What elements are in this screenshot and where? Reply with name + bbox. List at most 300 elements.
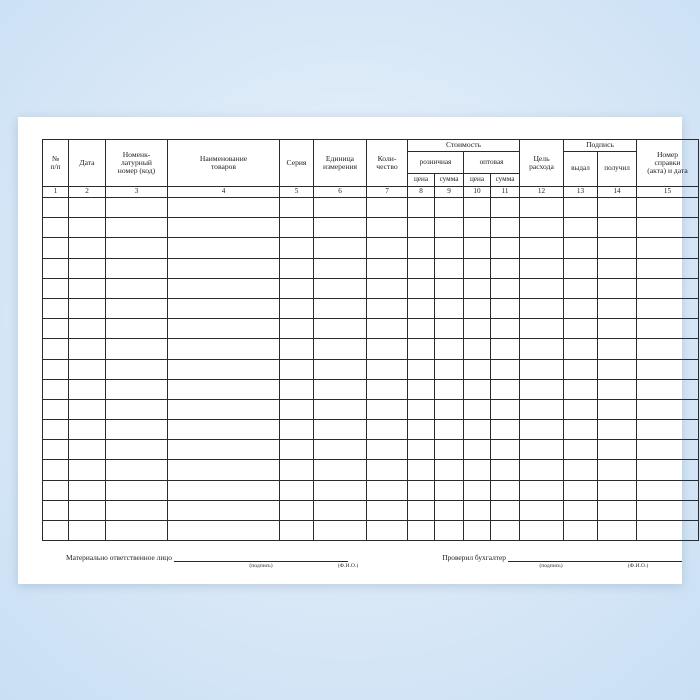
- table-cell-nomenclature[interactable]: [106, 500, 168, 520]
- table-cell-retail_price[interactable]: [408, 460, 435, 480]
- table-cell-purpose[interactable]: [520, 298, 564, 318]
- table-cell-sign_issued[interactable]: [564, 480, 598, 500]
- table-cell-sign_received[interactable]: [598, 521, 637, 541]
- table-cell-retail_price[interactable]: [408, 198, 435, 218]
- table-cell-wholesale_price[interactable]: [464, 399, 491, 419]
- table-row: [43, 258, 699, 278]
- col-header-unit-line2: измерения: [323, 162, 357, 171]
- table-cell-series[interactable]: [280, 521, 314, 541]
- table-cell-goods_name[interactable]: [168, 218, 280, 238]
- table-cell-sign_received[interactable]: [598, 278, 637, 298]
- table-cell-quantity[interactable]: [367, 460, 408, 480]
- col-number-11: 11: [491, 187, 520, 198]
- table-cell-reference_number[interactable]: [637, 258, 699, 278]
- table-cell-wholesale_sum[interactable]: [491, 319, 520, 339]
- col-header-sign-received: получил: [598, 152, 637, 187]
- table-cell-np[interactable]: [43, 379, 69, 399]
- table-cell-unit[interactable]: [314, 258, 367, 278]
- table-cell-quantity[interactable]: [367, 420, 408, 440]
- table-cell-np[interactable]: [43, 480, 69, 500]
- table-cell-reference_number[interactable]: [637, 440, 699, 460]
- table-cell-goods_name[interactable]: [168, 258, 280, 278]
- table-cell-wholesale_price[interactable]: [464, 359, 491, 379]
- col-number-8: 8: [408, 187, 435, 198]
- table-cell-date[interactable]: [69, 521, 106, 541]
- table-cell-sign_received[interactable]: [598, 198, 637, 218]
- journal-table: [42, 139, 699, 541]
- col-header-nomenclature-line1: Номенк-: [122, 149, 151, 159]
- table-cell-quantity[interactable]: [367, 198, 408, 218]
- table-cell-series[interactable]: [280, 480, 314, 500]
- table-cell-unit[interactable]: [314, 460, 367, 480]
- table-cell-retail_sum[interactable]: [435, 500, 464, 520]
- table-cell-retail_sum[interactable]: [435, 379, 464, 399]
- table-cell-purpose[interactable]: [520, 238, 564, 258]
- table-cell-wholesale_price[interactable]: [464, 500, 491, 520]
- table-cell-sign_issued[interactable]: [564, 198, 598, 218]
- header-row-top: [43, 140, 699, 152]
- table-cell-nomenclature[interactable]: [106, 339, 168, 359]
- table-cell-sign_issued[interactable]: [564, 399, 598, 419]
- table-cell-wholesale_sum[interactable]: [491, 198, 520, 218]
- table-cell-reference_number[interactable]: [637, 339, 699, 359]
- col-header-nomenclature-line3: номер (код): [117, 166, 156, 176]
- table-cell-wholesale_sum[interactable]: [491, 278, 520, 298]
- table-cell-wholesale_price[interactable]: [464, 298, 491, 318]
- table-cell-unit[interactable]: [314, 238, 367, 258]
- table-cell-retail_sum[interactable]: [435, 298, 464, 318]
- table-cell-retail_sum[interactable]: [435, 339, 464, 359]
- table-cell-goods_name[interactable]: [168, 500, 280, 520]
- table-cell-date[interactable]: [69, 500, 106, 520]
- table-row: [43, 420, 699, 440]
- table-cell-sign_issued[interactable]: [564, 218, 598, 238]
- table-row: [43, 440, 699, 460]
- table-cell-series[interactable]: [280, 359, 314, 379]
- table-cell-retail_sum[interactable]: [435, 319, 464, 339]
- table-cell-series[interactable]: [280, 460, 314, 480]
- table-cell-np[interactable]: [43, 420, 69, 440]
- table-cell-unit[interactable]: [314, 379, 367, 399]
- table-cell-retail_sum[interactable]: [435, 460, 464, 480]
- table-cell-wholesale_price[interactable]: [464, 460, 491, 480]
- table-cell-retail_sum[interactable]: [435, 480, 464, 500]
- table-cell-unit[interactable]: [314, 359, 367, 379]
- table-cell-sign_issued[interactable]: [564, 339, 598, 359]
- table-cell-unit[interactable]: [314, 298, 367, 318]
- table-cell-purpose[interactable]: [520, 278, 564, 298]
- table-cell-wholesale_price[interactable]: [464, 258, 491, 278]
- table-cell-wholesale_sum[interactable]: [491, 440, 520, 460]
- table-cell-quantity[interactable]: [367, 319, 408, 339]
- table-cell-retail_sum[interactable]: [435, 198, 464, 218]
- table-cell-unit[interactable]: [314, 198, 367, 218]
- table-cell-goods_name[interactable]: [168, 298, 280, 318]
- table-cell-sign_issued[interactable]: [564, 379, 598, 399]
- table-cell-retail_sum[interactable]: [435, 521, 464, 541]
- table-cell-goods_name[interactable]: [168, 339, 280, 359]
- table-cell-nomenclature[interactable]: [106, 440, 168, 460]
- table-cell-unit[interactable]: [314, 480, 367, 500]
- col-header-goods-name-line1: Наименование: [199, 153, 248, 163]
- table-cell-quantity[interactable]: [367, 480, 408, 500]
- table-cell-wholesale_sum[interactable]: [491, 480, 520, 500]
- table-cell-date[interactable]: [69, 399, 106, 419]
- table-cell-retail_price[interactable]: [408, 319, 435, 339]
- table-cell-date[interactable]: [69, 319, 106, 339]
- subgroup-header-retail: розничная: [408, 152, 464, 174]
- col-header-quantity-line1: Коли-: [377, 153, 397, 163]
- table-cell-series[interactable]: [280, 298, 314, 318]
- table-cell-np[interactable]: [43, 298, 69, 318]
- table-cell-sign_issued[interactable]: [564, 420, 598, 440]
- table-cell-reference_number[interactable]: [637, 278, 699, 298]
- table-cell-series[interactable]: [280, 420, 314, 440]
- footer-captions-gap: [392, 563, 414, 569]
- table-cell-series[interactable]: [280, 278, 314, 298]
- table-cell-reference_number[interactable]: [637, 480, 699, 500]
- table-cell-retail_price[interactable]: [408, 521, 435, 541]
- table-cell-retail_price[interactable]: [408, 258, 435, 278]
- table-cell-retail_sum[interactable]: [435, 238, 464, 258]
- table-cell-sign_received[interactable]: [598, 218, 637, 238]
- table-row: [43, 198, 699, 218]
- table-cell-series[interactable]: [280, 198, 314, 218]
- table-cell-sign_received[interactable]: [598, 399, 637, 419]
- table-cell-series[interactable]: [280, 238, 314, 258]
- table-cell-series[interactable]: [280, 319, 314, 339]
- table-cell-wholesale_price[interactable]: [464, 319, 491, 339]
- table-cell-np[interactable]: [43, 359, 69, 379]
- table-cell-sign_received[interactable]: [598, 319, 637, 339]
- table-cell-np[interactable]: [43, 521, 69, 541]
- table-cell-np[interactable]: [43, 278, 69, 298]
- table-cell-np[interactable]: [43, 440, 69, 460]
- table-cell-unit[interactable]: [314, 500, 367, 520]
- table-cell-np[interactable]: [43, 500, 69, 520]
- table-cell-wholesale_price[interactable]: [464, 521, 491, 541]
- col-header-goods-name-line2: товаров: [210, 162, 237, 171]
- table-cell-nomenclature[interactable]: [106, 359, 168, 379]
- table-cell-reference_number[interactable]: [637, 359, 699, 379]
- col-header-nomenclature-line2: латурный: [120, 157, 152, 167]
- table-cell-reference_number[interactable]: [637, 298, 699, 318]
- table-cell-sign_received[interactable]: [598, 500, 637, 520]
- table-cell-quantity[interactable]: [367, 399, 408, 419]
- table-cell-reference_number[interactable]: [637, 238, 699, 258]
- table-cell-nomenclature[interactable]: [106, 521, 168, 541]
- table-cell-np[interactable]: [43, 319, 69, 339]
- table-cell-nomenclature[interactable]: [106, 480, 168, 500]
- table-cell-unit[interactable]: [314, 319, 367, 339]
- table-cell-goods_name[interactable]: [168, 198, 280, 218]
- table-cell-reference_number[interactable]: [637, 500, 699, 520]
- table-row: [43, 500, 699, 520]
- table-cell-wholesale_sum[interactable]: [491, 218, 520, 238]
- table-cell-goods_name[interactable]: [168, 460, 280, 480]
- table-cell-purpose[interactable]: [520, 319, 564, 339]
- col-number-15: 15: [637, 187, 699, 198]
- table-cell-sign_received[interactable]: [598, 258, 637, 278]
- table-cell-goods_name[interactable]: [168, 359, 280, 379]
- table-cell-wholesale_sum[interactable]: [491, 258, 520, 278]
- table-cell-unit[interactable]: [314, 399, 367, 419]
- table-cell-quantity[interactable]: [367, 500, 408, 520]
- footer-signature-row: [66, 553, 682, 562]
- table-cell-nomenclature[interactable]: [106, 379, 168, 399]
- table-cell-sign_received[interactable]: [598, 238, 637, 258]
- table-cell-series[interactable]: [280, 399, 314, 419]
- table-cell-wholesale_price[interactable]: [464, 218, 491, 238]
- table-cell-wholesale_price[interactable]: [464, 420, 491, 440]
- table-cell-goods_name[interactable]: [168, 480, 280, 500]
- table-cell-wholesale_sum[interactable]: [491, 238, 520, 258]
- footer-captions-row: [66, 563, 682, 569]
- table-cell-series[interactable]: [280, 379, 314, 399]
- table-cell-purpose[interactable]: [520, 359, 564, 379]
- table-cell-retail_price[interactable]: [408, 359, 435, 379]
- table-cell-wholesale_price[interactable]: [464, 238, 491, 258]
- table-cell-wholesale_price[interactable]: [464, 480, 491, 500]
- responsible-signature-line[interactable]: [174, 553, 260, 562]
- table-cell-wholesale_price[interactable]: [464, 198, 491, 218]
- table-row: [43, 521, 699, 541]
- table-cell-retail_sum[interactable]: [435, 420, 464, 440]
- table-cell-wholesale_price[interactable]: [464, 379, 491, 399]
- table-cell-unit[interactable]: [314, 420, 367, 440]
- table-cell-sign_issued[interactable]: [564, 238, 598, 258]
- table-cell-retail_sum[interactable]: [435, 258, 464, 278]
- table-cell-goods_name[interactable]: [168, 238, 280, 258]
- table-cell-sign_received[interactable]: [598, 460, 637, 480]
- table-cell-purpose[interactable]: [520, 521, 564, 541]
- table-cell-reference_number[interactable]: [637, 521, 699, 541]
- col-header-purpose-line1: Цель: [533, 153, 550, 163]
- table-cell-date[interactable]: [69, 258, 106, 278]
- table-cell-retail_sum[interactable]: [435, 440, 464, 460]
- table-cell-reference_number[interactable]: [637, 198, 699, 218]
- table-cell-np[interactable]: [43, 198, 69, 218]
- col-header-nomenclature: [106, 140, 168, 187]
- table-cell-np[interactable]: [43, 339, 69, 359]
- table-cell-wholesale_price[interactable]: [464, 278, 491, 298]
- table-cell-retail_price[interactable]: [408, 298, 435, 318]
- accountant-fio-line[interactable]: [594, 553, 682, 562]
- table-cell-quantity[interactable]: [367, 278, 408, 298]
- table-cell-date[interactable]: [69, 339, 106, 359]
- table-cell-purpose[interactable]: [520, 440, 564, 460]
- table-cell-retail_price[interactable]: [408, 420, 435, 440]
- table-row: [43, 278, 699, 298]
- table-cell-nomenclature[interactable]: [106, 198, 168, 218]
- table-cell-goods_name[interactable]: [168, 319, 280, 339]
- table-cell-nomenclature[interactable]: [106, 258, 168, 278]
- table-cell-wholesale_sum[interactable]: [491, 298, 520, 318]
- table-cell-retail_price[interactable]: [408, 480, 435, 500]
- table-cell-series[interactable]: [280, 218, 314, 238]
- table-cell-purpose[interactable]: [520, 480, 564, 500]
- table-cell-series[interactable]: [280, 339, 314, 359]
- table-cell-purpose[interactable]: [520, 460, 564, 480]
- table-cell-date[interactable]: [69, 440, 106, 460]
- table-cell-nomenclature[interactable]: [106, 460, 168, 480]
- table-cell-retail_price[interactable]: [408, 218, 435, 238]
- table-row: [43, 238, 699, 258]
- table-cell-nomenclature[interactable]: [106, 399, 168, 419]
- table-cell-purpose[interactable]: [520, 420, 564, 440]
- table-cell-sign_received[interactable]: [598, 359, 637, 379]
- table-cell-reference_number[interactable]: [637, 319, 699, 339]
- table-cell-wholesale_sum[interactable]: [491, 339, 520, 359]
- table-cell-retail_sum[interactable]: [435, 399, 464, 419]
- table-cell-sign_issued[interactable]: [564, 258, 598, 278]
- table-cell-date[interactable]: [69, 238, 106, 258]
- table-cell-retail_price[interactable]: [408, 440, 435, 460]
- table-cell-purpose[interactable]: [520, 500, 564, 520]
- table-cell-sign_received[interactable]: [598, 480, 637, 500]
- column-number-row: [43, 187, 699, 198]
- table-cell-retail_sum[interactable]: [435, 359, 464, 379]
- table-row: [43, 298, 699, 318]
- table-cell-nomenclature[interactable]: [106, 278, 168, 298]
- table-cell-sign_issued[interactable]: [564, 319, 598, 339]
- table-cell-sign_issued[interactable]: [564, 521, 598, 541]
- col-header-reference-line1: Номер: [656, 149, 679, 159]
- table-cell-wholesale_sum[interactable]: [491, 420, 520, 440]
- table-cell-quantity[interactable]: [367, 379, 408, 399]
- col-number-2: 2: [69, 187, 106, 198]
- table-cell-sign_issued[interactable]: [564, 500, 598, 520]
- table-cell-nomenclature[interactable]: [106, 218, 168, 238]
- table-cell-retail_price[interactable]: [408, 399, 435, 419]
- table-cell-sign_issued[interactable]: [564, 298, 598, 318]
- table-cell-wholesale_sum[interactable]: [491, 399, 520, 419]
- table-cell-unit[interactable]: [314, 339, 367, 359]
- table-cell-wholesale_price[interactable]: [464, 339, 491, 359]
- table-cell-purpose[interactable]: [520, 198, 564, 218]
- table-cell-sign_received[interactable]: [598, 440, 637, 460]
- table-cell-sign_received[interactable]: [598, 420, 637, 440]
- table-cell-retail_price[interactable]: [408, 379, 435, 399]
- table-cell-wholesale_sum[interactable]: [491, 500, 520, 520]
- table-cell-series[interactable]: [280, 258, 314, 278]
- table-cell-retail_price[interactable]: [408, 339, 435, 359]
- table-cell-goods_name[interactable]: [168, 440, 280, 460]
- table-cell-goods_name[interactable]: [168, 278, 280, 298]
- table-cell-retail_price[interactable]: [408, 238, 435, 258]
- table-cell-date[interactable]: [69, 278, 106, 298]
- table-cell-sign_received[interactable]: [598, 379, 637, 399]
- table-cell-nomenclature[interactable]: [106, 319, 168, 339]
- table-cell-purpose[interactable]: [520, 218, 564, 238]
- col-number-4: 4: [168, 187, 280, 198]
- table-cell-nomenclature[interactable]: [106, 238, 168, 258]
- table-cell-series[interactable]: [280, 440, 314, 460]
- table-cell-wholesale_price[interactable]: [464, 440, 491, 460]
- table-cell-np[interactable]: [43, 258, 69, 278]
- table-cell-date[interactable]: [69, 218, 106, 238]
- table-cell-reference_number[interactable]: [637, 379, 699, 399]
- table-cell-reference_number[interactable]: [637, 420, 699, 440]
- table-cell-np[interactable]: [43, 218, 69, 238]
- table-cell-purpose[interactable]: [520, 379, 564, 399]
- table-cell-unit[interactable]: [314, 521, 367, 541]
- table-cell-sign_issued[interactable]: [564, 460, 598, 480]
- table-cell-date[interactable]: [69, 379, 106, 399]
- table-cell-np[interactable]: [43, 460, 69, 480]
- table-cell-quantity[interactable]: [367, 298, 408, 318]
- table-cell-quantity[interactable]: [367, 238, 408, 258]
- table-cell-quantity[interactable]: [367, 440, 408, 460]
- table-cell-date[interactable]: [69, 359, 106, 379]
- table-cell-date[interactable]: [69, 298, 106, 318]
- table-cell-goods_name[interactable]: [168, 420, 280, 440]
- table-row: [43, 218, 699, 238]
- table-cell-date[interactable]: [69, 480, 106, 500]
- table-cell-sign_received[interactable]: [598, 339, 637, 359]
- table-cell-quantity[interactable]: [367, 258, 408, 278]
- group-header-cost: Стоимость: [408, 140, 520, 152]
- table-cell-quantity[interactable]: [367, 339, 408, 359]
- table-cell-retail_price[interactable]: [408, 500, 435, 520]
- accountant-signature-line[interactable]: [508, 553, 594, 562]
- table-cell-reference_number[interactable]: [637, 218, 699, 238]
- col-header-retail-price: цена: [408, 174, 435, 187]
- table-cell-wholesale_sum[interactable]: [491, 521, 520, 541]
- table-cell-unit[interactable]: [314, 218, 367, 238]
- col-number-1: 1: [43, 187, 69, 198]
- table-cell-date[interactable]: [69, 420, 106, 440]
- table-cell-reference_number[interactable]: [637, 399, 699, 419]
- table-cell-wholesale_sum[interactable]: [491, 460, 520, 480]
- table-cell-retail_price[interactable]: [408, 278, 435, 298]
- table-cell-purpose[interactable]: [520, 258, 564, 278]
- table-cell-sign_received[interactable]: [598, 298, 637, 318]
- table-cell-retail_sum[interactable]: [435, 218, 464, 238]
- form-footer: [66, 553, 682, 569]
- table-cell-quantity[interactable]: [367, 218, 408, 238]
- table-cell-sign_issued[interactable]: [564, 440, 598, 460]
- table-cell-sign_issued[interactable]: [564, 359, 598, 379]
- table-body: [43, 198, 699, 541]
- table-cell-reference_number[interactable]: [637, 460, 699, 480]
- table-cell-wholesale_sum[interactable]: [491, 379, 520, 399]
- table-cell-date[interactable]: [69, 198, 106, 218]
- table-cell-purpose[interactable]: [520, 339, 564, 359]
- table-cell-wholesale_sum[interactable]: [491, 359, 520, 379]
- col-header-quantity: [367, 140, 408, 187]
- table-cell-quantity[interactable]: [367, 521, 408, 541]
- table-cell-date[interactable]: [69, 460, 106, 480]
- col-header-date-line1: Дата: [79, 157, 95, 167]
- table-cell-np[interactable]: [43, 238, 69, 258]
- table-cell-nomenclature[interactable]: [106, 420, 168, 440]
- table-cell-np[interactable]: [43, 399, 69, 419]
- table-head: [43, 140, 699, 198]
- table-cell-quantity[interactable]: [367, 359, 408, 379]
- table-cell-sign_issued[interactable]: [564, 278, 598, 298]
- responsible-fio-line[interactable]: [260, 553, 348, 562]
- table-cell-purpose[interactable]: [520, 399, 564, 419]
- table-cell-unit[interactable]: [314, 440, 367, 460]
- table-cell-retail_sum[interactable]: [435, 278, 464, 298]
- table-cell-goods_name[interactable]: [168, 399, 280, 419]
- table-cell-goods_name[interactable]: [168, 379, 280, 399]
- table-cell-unit[interactable]: [314, 278, 367, 298]
- table-cell-nomenclature[interactable]: [106, 298, 168, 318]
- table-cell-goods_name[interactable]: [168, 521, 280, 541]
- table-cell-series[interactable]: [280, 500, 314, 520]
